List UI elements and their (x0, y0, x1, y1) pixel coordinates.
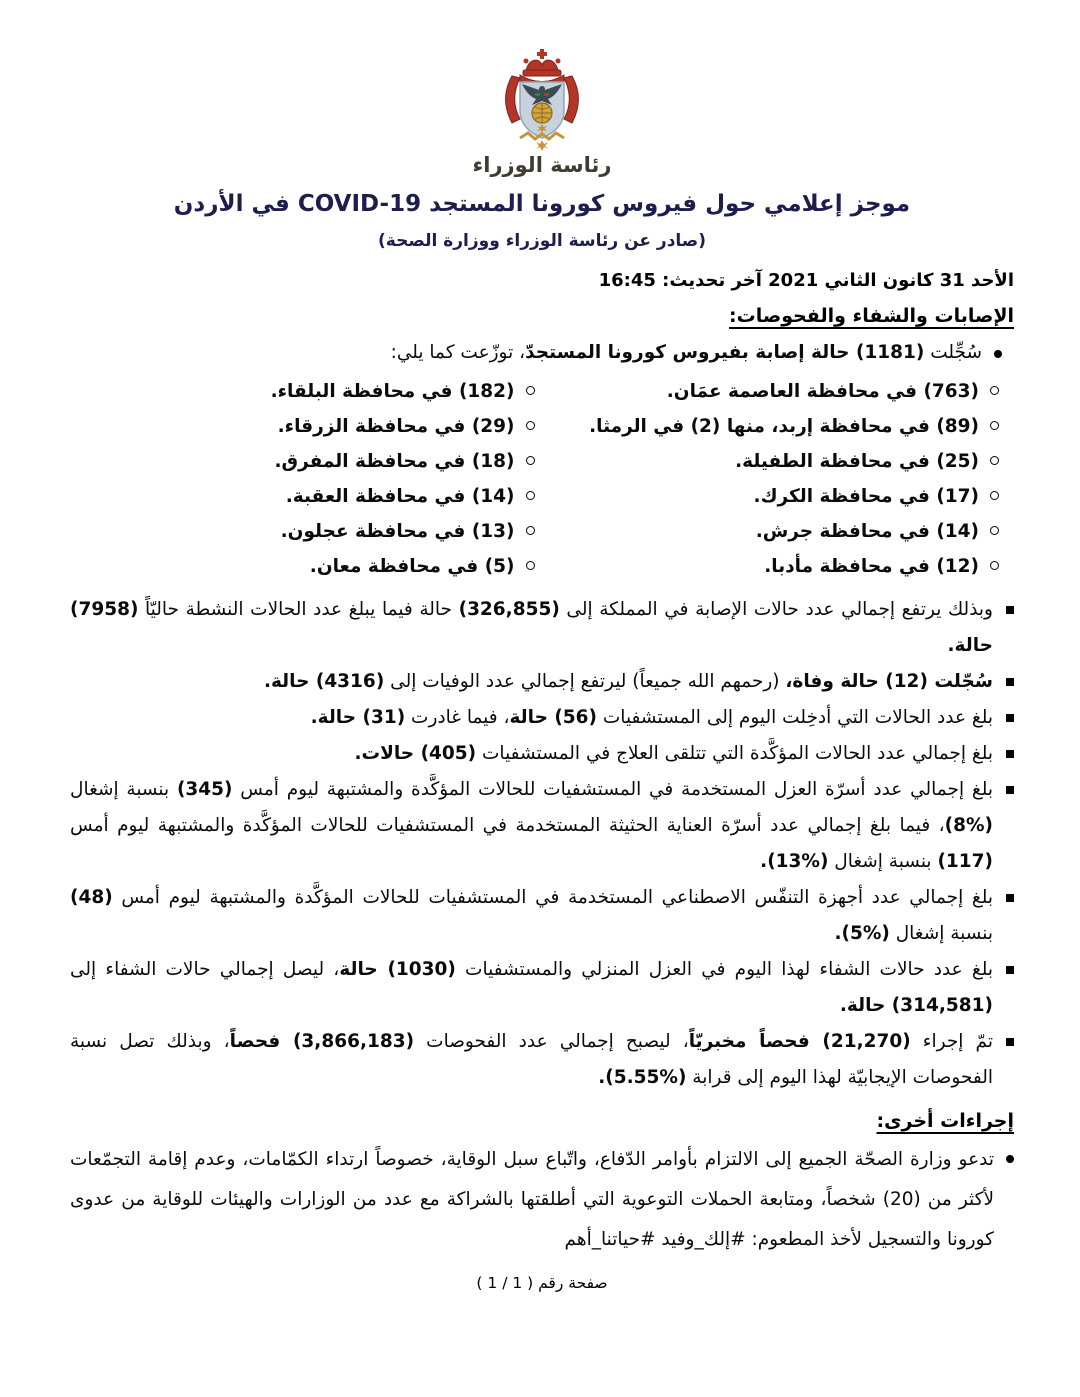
crest-calligraphy: رئاسة الوزراء (472, 153, 612, 177)
bullet-dot-icon (1006, 1155, 1014, 1163)
distribution-item: (12) في محافظة مأدبا. (535, 549, 1000, 584)
distribution-item: (5) في محافظة معان. (70, 549, 535, 584)
bullet-dot-icon (994, 350, 1002, 358)
square-bullet-icon (1006, 606, 1014, 614)
statistic-item: بلغ إجمالي عدد أسرّة العزل المستخدمة في المستشفيات للحالات المؤكَّدة والمشتبهة ليوم أمس (345) بنسبة إشغال (%8)، فيما بلغ إجمالي عدد أسرّة العناية الحثيثة المستخدمة في المستشفيات للحالات المؤكَّدة والمشتبهة ليوم أمس (117) بنسبة إشغال (%13). (70, 772, 1014, 880)
circle-bullet-icon (526, 561, 535, 570)
square-bullet-icon (1006, 1038, 1014, 1046)
advice-text: تدعو وزارة الصحّة الجميع إلى الالتزام بأوامر الدّفاع، واتّباع سبل الوقاية، خصوصاً ارتداء الكمّامات، وعدم إقامة التجمّعات لأكثر من (20) شخصاً، ومتابعة الحملات التوعوية التي أطلقتها بالشراكة مع عدد من الوزارات والهيئات للوقاية من عدوى كورونا والتسجيل لأخذ المطعوم: #إلك_وفيد #حياتنا_أهم (70, 1149, 994, 1250)
distribution-list (70, 374, 1014, 584)
circle-bullet-icon (526, 526, 535, 535)
document-title: موجز إعلامي حول فيروس كورونا المستجد COVID-19 في الأردن (173, 191, 911, 217)
distribution-item: (14) في محافظة جرش. (535, 514, 1000, 549)
square-bullet-icon (1006, 786, 1014, 794)
intro-text: سُجِّلت (1181) حالة إصابة بفيروس كورونا المستجدّ، توزّعت كما يلي: (390, 342, 982, 363)
distribution-item: (17) في محافظة الكرك. (535, 479, 1000, 514)
section-heading-cases (70, 305, 1014, 327)
distribution-item: (13) في محافظة عجلون. (70, 514, 535, 549)
circle-bullet-icon (526, 491, 535, 500)
circle-bullet-icon (990, 421, 999, 430)
square-bullet-icon (1006, 894, 1014, 902)
section-heading-cases-label: الإصابات والشفاء والفحوصات: (729, 305, 1014, 327)
document-subtitle: (صادر عن رئاسة الوزراء ووزارة الصحة) (378, 231, 706, 251)
footer-page-number: صفحة رقم ( 1 / 1 ) (476, 1274, 608, 1292)
jordan-coat-of-arms-icon (472, 48, 612, 152)
intro-bullet-item (70, 335, 1014, 371)
distribution-item: (14) في محافظة العقبة. (70, 479, 535, 514)
statistic-item: سُجّلت (12) حالة وفاة، (رحمهم الله جميعاً) ليرتفع إجمالي عدد الوفيات إلى (4316) حالة. (70, 664, 1014, 700)
statistic-item: وبذلك يرتفع إجمالي عدد حالات الإصابة في المملكة إلى (326,855) حالة فيما يبلغ عدد الحالات النشطة حاليّاً (7958) حالة. (70, 592, 1014, 664)
square-bullet-icon (1006, 750, 1014, 758)
square-bullet-icon (1006, 678, 1014, 686)
circle-bullet-icon (526, 386, 535, 395)
statistics-list (70, 592, 1014, 1096)
distribution-item: (29) في محافظة الزرقاء. (70, 409, 535, 444)
statistic-item: بلغ عدد الحالات التي أدخِلت اليوم إلى المستشفيات (56) حالة، فيما غادرت (31) حالة. (70, 700, 1014, 736)
statistic-item: بلغ إجمالي عدد أجهزة التنفّس الاصطناعي المستخدمة في المستشفيات للحالات المؤكَّدة والمشتبهة ليوم أمس (48) بنسبة إشغال (%5). (70, 880, 1014, 952)
distribution-item: (763) في محافظة العاصمة عمَان. (535, 374, 1000, 409)
distribution-item: (18) في محافظة المفرق. (70, 444, 535, 479)
circle-bullet-icon (990, 386, 999, 395)
distribution-item: (25) في محافظة الطفيلة. (535, 444, 1000, 479)
distribution-item: (182) في محافظة البلقاء. (70, 374, 535, 409)
circle-bullet-icon (990, 561, 999, 570)
section-heading-other-label: إجراءات أخرى: (876, 1110, 1014, 1132)
square-bullet-icon (1006, 714, 1014, 722)
circle-bullet-icon (990, 491, 999, 500)
circle-bullet-icon (526, 421, 535, 430)
section-heading-other (70, 1110, 1014, 1132)
square-bullet-icon (1006, 966, 1014, 974)
statistic-item: تمّ إجراء (21,270) فحصاً مخبريّاً، ليصبح إجمالي عدد الفحوصات (3,866,183) فحصاً، وبذلك تصل نسبة الفحوصات الإيجابيّة لهذا اليوم إلى قرابة (%5.55). (70, 1024, 1014, 1096)
circle-bullet-icon (990, 456, 999, 465)
statistic-item: بلغ عدد حالات الشفاء لهذا اليوم في العزل المنزلي والمستشفيات (1030) حالة، ليصل إجمالي حالات الشفاء إلى (314,581) حالة. (70, 952, 1014, 1024)
distribution-item: (89) في محافظة إربد، منها (2) في الرمثا. (535, 409, 1000, 444)
date-line: الأحد 31 كانون الثاني 2021 آخر تحديث: 16:45 (598, 270, 1014, 291)
crest (70, 48, 1014, 177)
circle-bullet-icon (526, 456, 535, 465)
advice-bullet-item (70, 1140, 1014, 1260)
circle-bullet-icon (990, 526, 999, 535)
statistic-item: بلغ إجمالي عدد الحالات المؤكَّدة التي تتلقى العلاج في المستشفيات (405) حالات. (70, 736, 1014, 772)
